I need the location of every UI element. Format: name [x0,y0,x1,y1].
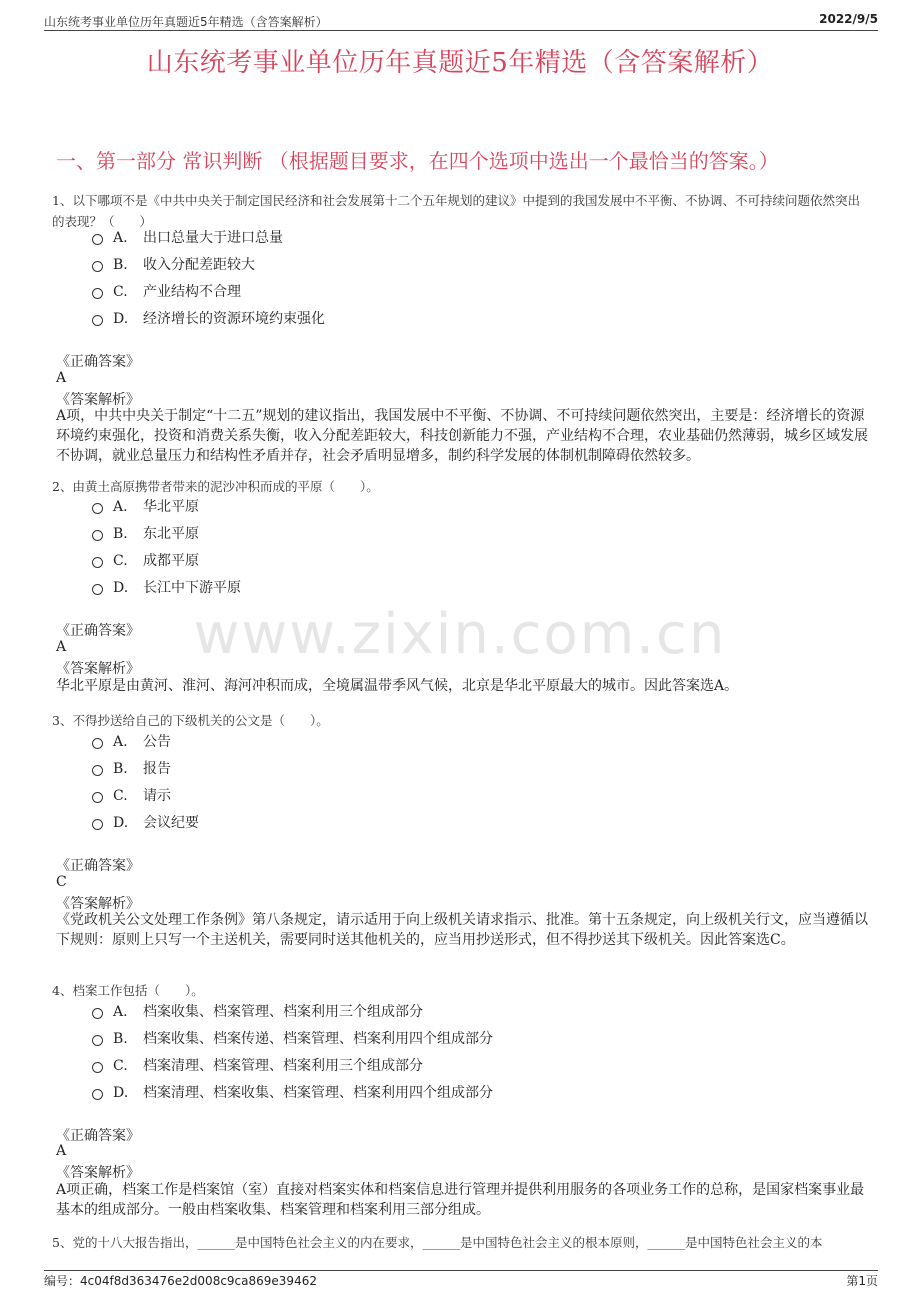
q2-option-d[interactable]: D. 长江中下游平原 [92,578,241,598]
radio-icon[interactable] [92,584,103,595]
q2-answer: A [56,639,67,655]
q3-option-d[interactable]: D. 会议纪要 [92,813,199,833]
q2-correct-label: 《正确答案》 [56,623,140,639]
q3-analysis-label: 《答案解析》 [56,896,140,912]
radio-icon[interactable] [92,261,103,272]
q4-analysis-label: 《答案解析》 [56,1165,140,1181]
footer-code: 编号：4c04f8d363476e2d008c9ca869e39462 [44,1274,317,1288]
radio-icon[interactable] [92,503,103,514]
q4-option-d[interactable]: D. 档案清理、档案收集、档案管理、档案利用四个组成部分 [92,1083,493,1103]
section-heading: 一、第一部分 常识判断 （根据题目要求，在四个选项中选出一个最恰当的答案。） [56,149,779,173]
footer-page-number: 第1页 [846,1274,878,1288]
q1-option-d[interactable]: D. 经济增长的资源环境约束强化 [92,309,325,329]
q1-analysis: A项，中共中央关于制定“十二五”规划的建议指出，我国发展中不平衡、不协调、不可持续问题依然突出，主要是：经济增长的资源环境约束强化，投资和消费关系失衡，收入分配差距较大，科技创新能力不强，产业结构不合理，农业基础仍然薄弱，城乡区域发展不协调，就业总量压力和结构性矛盾并存，社会矛盾明显增多，制约科学发展的体制机制障碍依然较多。 [56,408,868,464]
radio-icon[interactable] [92,1062,103,1073]
question-4-text: 4、档案工作包括（ ）。 [52,983,204,998]
radio-icon[interactable] [92,765,103,776]
q4-correct-label: 《正确答案》 [56,1128,140,1144]
q1-option-c[interactable]: C. 产业结构不合理 [92,282,241,302]
q2-option-b[interactable]: B. 东北平原 [92,524,199,544]
q1-answer: A [56,370,67,386]
q3-option-a[interactable]: A. 公告 [92,732,171,752]
q3-option-b[interactable]: B. 报告 [92,759,171,779]
radio-icon[interactable] [92,557,103,568]
q3-option-c[interactable]: C. 请示 [92,786,171,806]
q2-analysis-label: 《答案解析》 [56,661,140,677]
q1-analysis-label: 《答案解析》 [56,392,140,408]
radio-icon[interactable] [92,819,103,830]
header-date: 2022/9/5 [819,12,878,26]
radio-icon[interactable] [92,288,103,299]
radio-icon[interactable] [92,1008,103,1019]
radio-icon[interactable] [92,315,103,326]
radio-icon[interactable] [92,1035,103,1046]
q4-option-a[interactable]: A. 档案收集、档案管理、档案利用三个组成部分 [92,1002,423,1022]
q4-answer: A [56,1143,67,1159]
radio-icon[interactable] [92,792,103,803]
radio-icon[interactable] [92,738,103,749]
q2-option-a[interactable]: A. 华北平原 [92,497,199,517]
q3-answer: C [56,874,67,890]
q3-analysis: 《党政机关公文处理工作条例》第八条规定，请示适用于向上级机关请求指示、批准。第十五条规定，向上级机关行文，应当遵循以下规则：原则上只写一个主送机关，需要同时送其他机关的，应当用抄送形式，但不得抄送其下级机关。因此答案选C。 [56,912,868,948]
page-footer [44,1270,878,1289]
header-doc-title: 山东统考事业单位历年真题近5年精选（含答案解析） [44,15,328,29]
q4-option-c[interactable]: C. 档案清理、档案管理、档案利用三个组成部分 [92,1056,423,1076]
question-1-text: 1、以下哪项不是《中共中央关于制定国民经济和社会发展第十二个五年规划的建议》中提到的我国发展中不平衡、不协调、不可持续问题依然突出的表现？（ ） [52,193,860,229]
page-header [44,12,878,31]
q1-option-a[interactable]: A. 出口总量大于进口总量 [92,228,283,248]
question-5-text: 5、党的十八大报告指出，______是中国特色社会主义的内在要求，______是中国特色社会主义的根本原则，______是中国特色社会主义的本 [52,1235,823,1250]
question-2-text: 2、由黄土高原携带者带来的泥沙冲积而成的平原（ ）。 [52,479,379,494]
radio-icon[interactable] [92,1089,103,1100]
q2-option-c[interactable]: C. 成都平原 [92,551,199,571]
watermark: www.zixin.com.cn [193,602,727,667]
q1-correct-label: 《正确答案》 [56,354,140,370]
q2-analysis: 华北平原是由黄河、淮河、海河冲积而成，全境属温带季风气候，北京是华北平原最大的城市。因此答案选A。 [56,678,739,694]
q4-option-b[interactable]: B. 档案收集、档案传递、档案管理、档案利用四个组成部分 [92,1029,493,1049]
document-title: 山东统考事业单位历年真题近5年精选（含答案解析） [146,48,774,78]
q1-option-b[interactable]: B. 收入分配差距较大 [92,255,255,275]
radio-icon[interactable] [92,234,103,245]
q3-correct-label: 《正确答案》 [56,858,140,874]
q4-analysis: A项正确，档案工作是档案馆（室）直接对档案实体和档案信息进行管理并提供利用服务的各项业务工作的总称，是国家档案事业最基本的组成部分。一般由档案收集、档案管理和档案利用三部分组成。 [56,1182,865,1218]
question-3-text: 3、不得抄送给自己的下级机关的公文是（ ）。 [52,713,329,728]
radio-icon[interactable] [92,530,103,541]
